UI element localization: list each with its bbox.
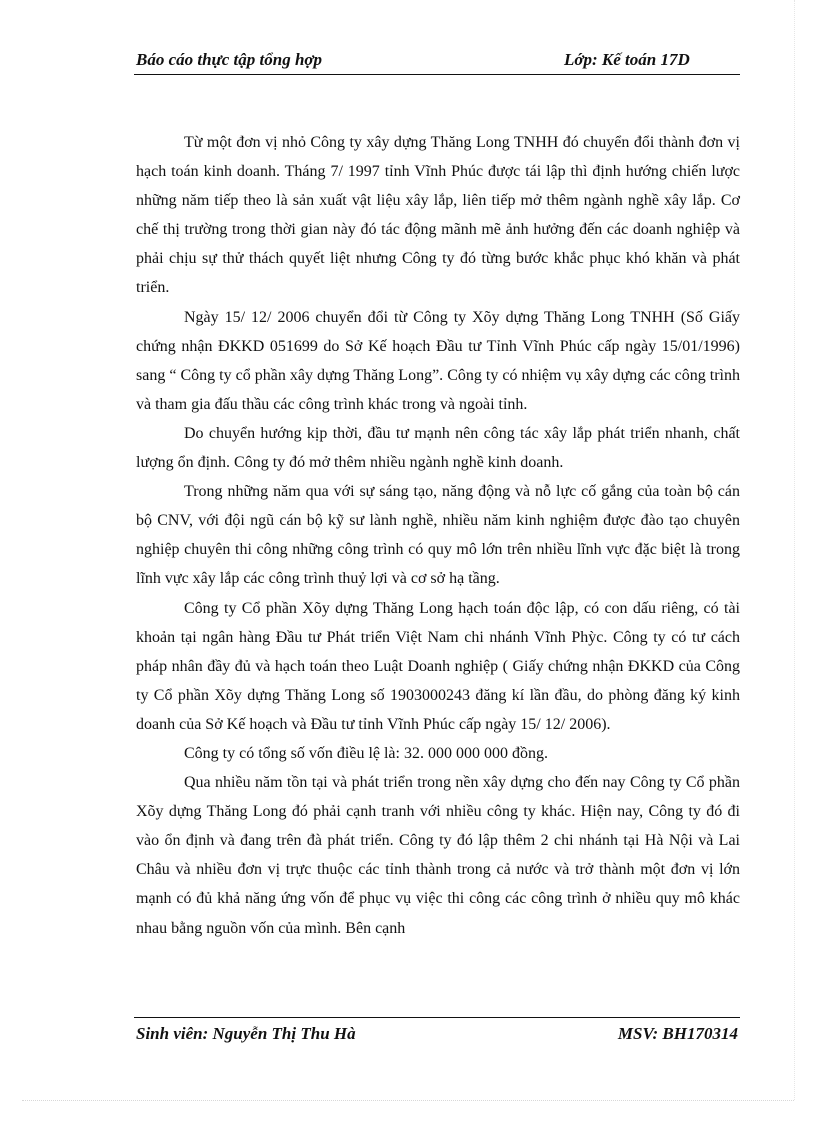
- paragraph: Công ty Cổ phần Xõy dựng Thăng Long hạch toán độc lập, có con dấu riêng, có tài khoản tại ngân hàng Đầu tư Phát triển Việt Nam chi nhánh Vĩnh Phỳc. Công ty có tư cách pháp nhân đầy đủ và hạch toán theo Luật Doanh nghiệp ( Giấy chứng nhận ĐKKD của Công ty Cổ phần Xõy dựng Thăng Long số 1903000243 đăng kí lần đầu, do phòng đăng ký kinh doanh của Sở Kế hoạch và Đầu tư tỉnh Vĩnh Phúc cấp ngày 15/ 12/ 2006).: [136, 599, 740, 733]
- student-name: Sinh viên: Nguyễn Thị Thu Hà: [136, 1024, 356, 1043]
- paragraph: Ngày 15/ 12/ 2006 chuyển đổi từ Công ty Xõy dựng Thăng Long TNHH (Số Giấy chứng nhận ĐKKD 051699 do Sở Kế hoạch Đầu tư Tỉnh Vĩnh Phúc cấp ngày 15/01/1996) sang “ Công ty cổ phần xây dựng Thăng Long”. Công ty có nhiệm vụ xây dựng các công trình và tham gia đấu thầu các công trình khác trong và ngoài tỉnh.: [136, 308, 740, 413]
- page-right-edge: [794, 0, 795, 1100]
- paragraph: Qua nhiều năm tồn tại và phát triển trong nền xây dựng cho đến nay Công ty Cổ phần Xõy dựng Thăng Long đó phải cạnh tranh với nhiều công ty khác. Hiện nay, Công ty đó đi vào ổn định và đang trên đà phát triển. Công ty đó lập thêm 2 chi nhánh tại Hà Nội và Lai Châu và nhiều đơn vị trực thuộc các tỉnh thành trong cả nước và trở thành một đơn vị lớn mạnh có đủ khả năng ứng vốn để phục vụ việc thi công các công trình ở nhiều quy mô khác nhau bằng nguồn vốn của mình. Bên cạnh: [136, 774, 740, 937]
- document-body: [136, 128, 740, 943]
- paragraph: Do chuyển hướng kịp thời, đầu tư mạnh nên công tác xây lắp phát triển nhanh, chất lượng ổn định. Công ty đó mở thêm nhiều ngành nghề kinh doanh.: [136, 424, 740, 472]
- class-label: Lớp: Kế toán 17D: [564, 50, 690, 69]
- page-footer: [134, 1017, 740, 1043]
- page-bottom-edge: [22, 1100, 794, 1101]
- paragraph: Từ một đơn vị nhỏ Công ty xây dựng Thăng Long TNHH đó chuyển đổi thành đơn vị hạch toán kinh doanh. Tháng 7/ 1997 tỉnh Vĩnh Phúc được tái lập thì định hướng chiến lược những năm tiếp theo là sản xuất vật liệu xây lắp, liên tiếp mở thêm ngành nghề xây lắp. Cơ chế thị trường trong thời gian này đó tác động mãnh mẽ ảnh hưởng đến các doanh nghiệp và phải chịu sự thử thách quyết liệt nhưng Công ty đó từng bước khắc phục khó khăn và phát triển.: [136, 134, 740, 297]
- page-header: [134, 48, 740, 75]
- student-id: MSV: BH170314: [617, 1024, 738, 1043]
- paragraph: Công ty có tổng số vốn điều lệ là: 32. 000 000 000 đồng.: [184, 744, 548, 762]
- paragraph: Trong những năm qua với sự sáng tạo, năng động và nỗ lực cố gắng của toàn bộ cán bộ CNV, với đội ngũ cán bộ kỹ sư lành nghề, nhiều năm kinh nghiệm được đào tạo chuyên nghiệp chuyên thi công những công trình có quy mô lớn trên nhiều lĩnh vực đặc biệt là trong lĩnh vực xây lắp các công trình thuỷ lợi và cơ sở hạ tầng.: [136, 483, 740, 588]
- report-title: Báo cáo thực tập tổng hợp: [136, 50, 323, 69]
